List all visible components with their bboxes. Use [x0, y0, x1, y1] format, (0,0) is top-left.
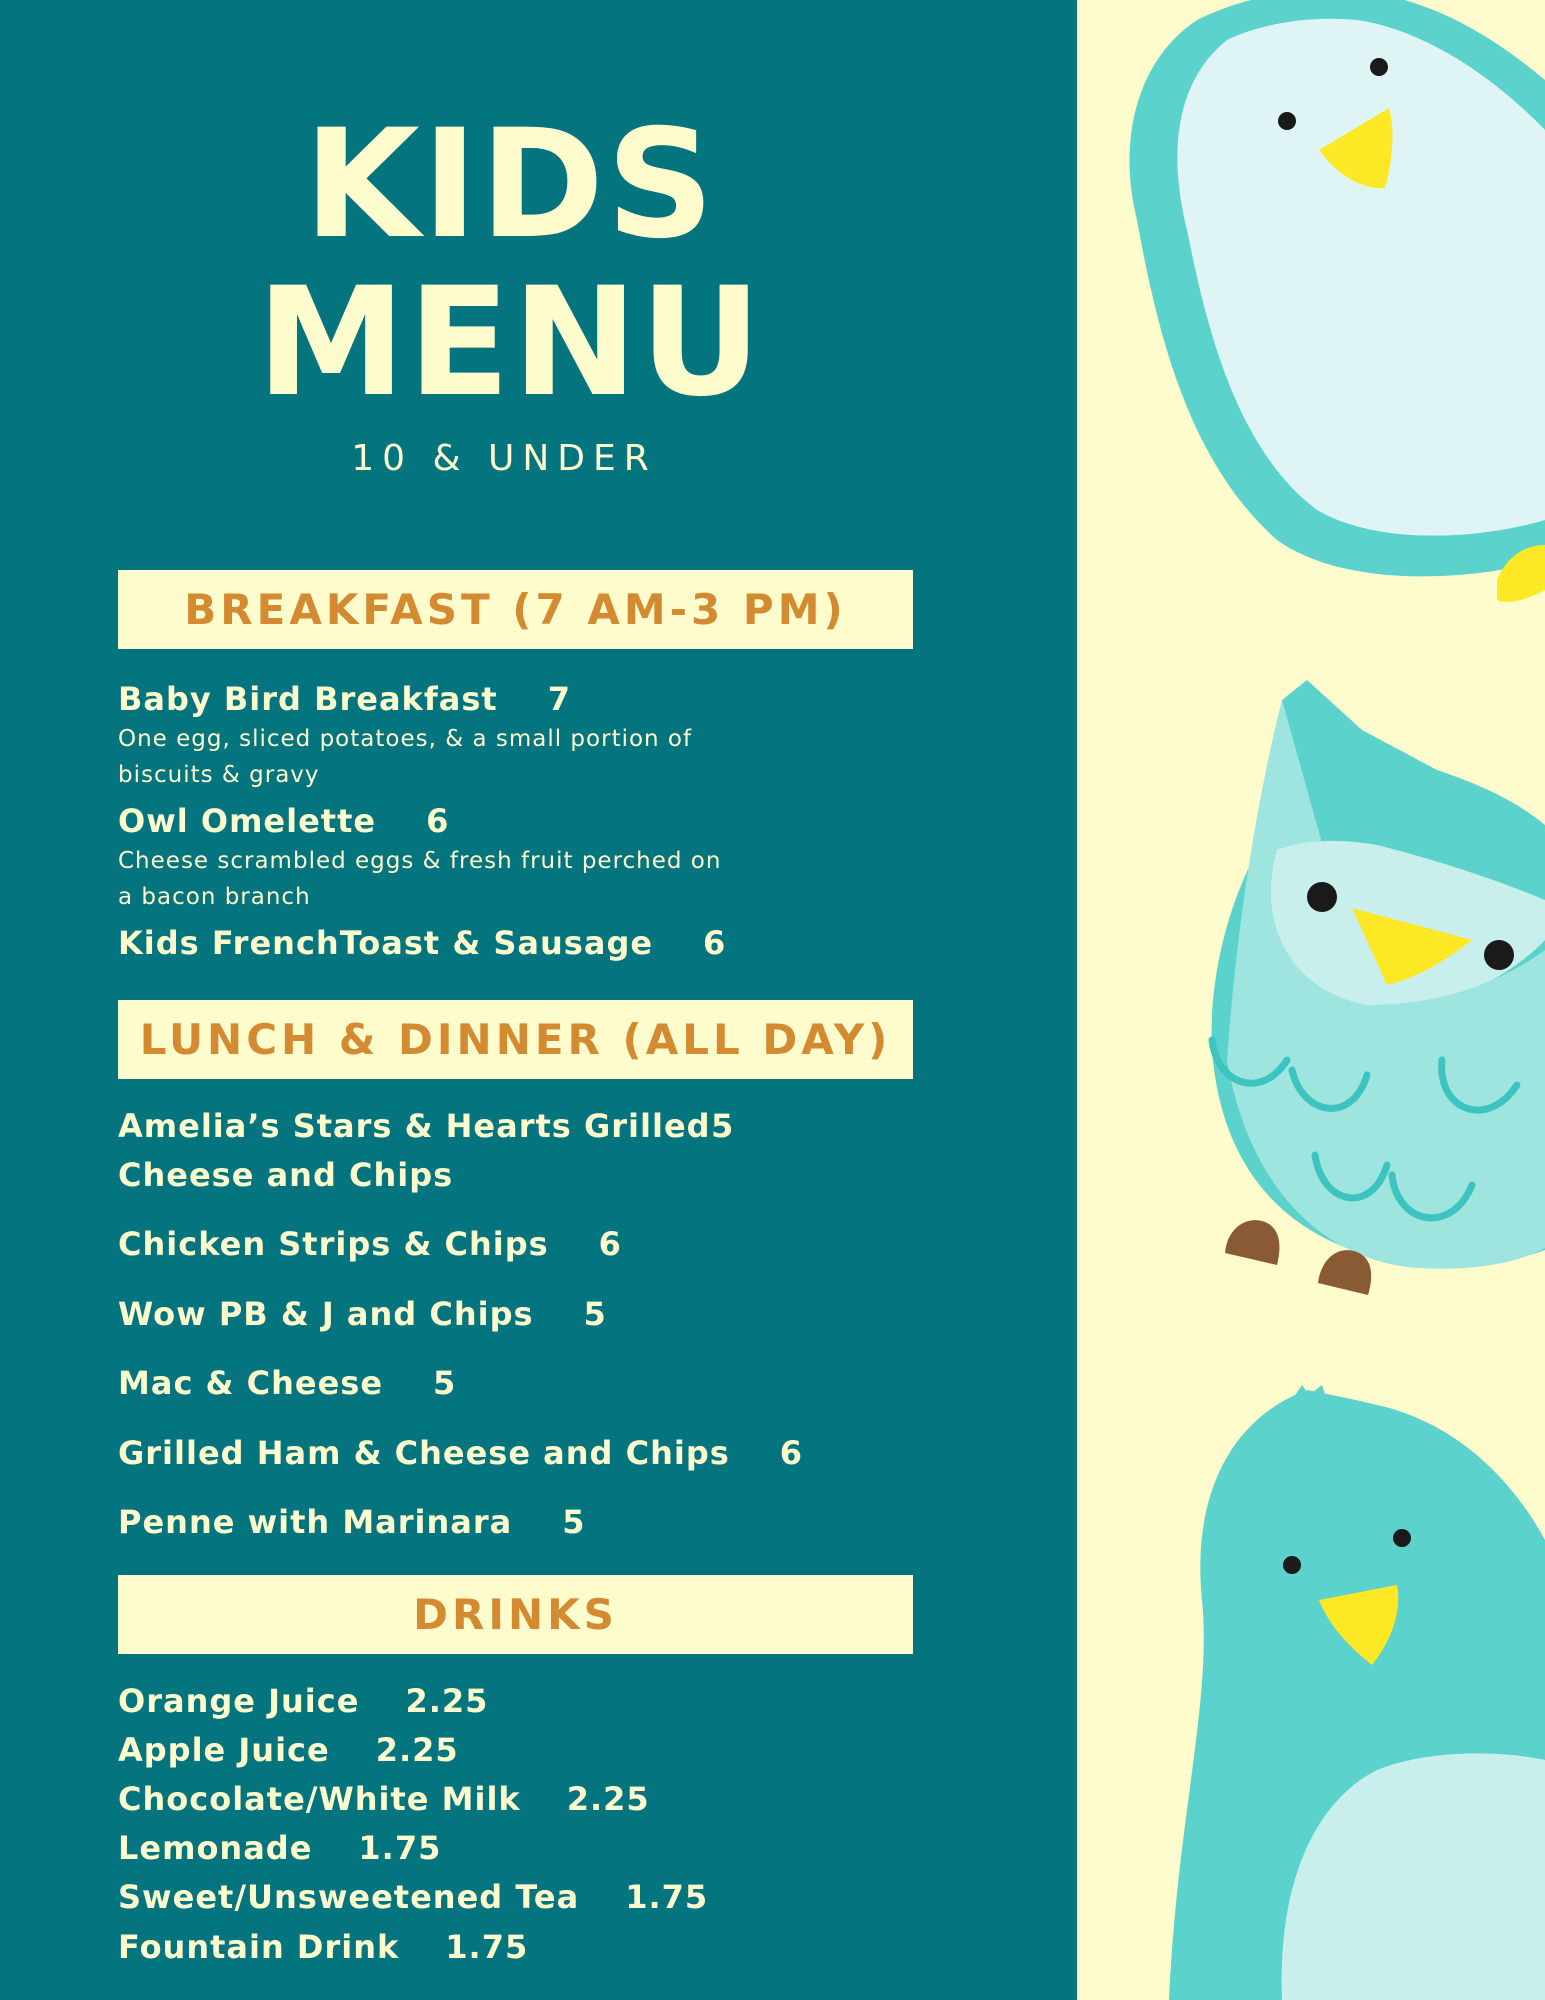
drink-price: 2.25	[566, 1780, 650, 1818]
menu-item-name: Grilled Ham & Cheese and Chips	[118, 1434, 730, 1472]
bottom-bird-illustration	[1169, 1385, 1545, 2000]
drink-item	[118, 1928, 528, 1966]
drink-price: 2.25	[375, 1731, 459, 1769]
lunch-dinner-heading: LUNCH & DINNER (ALL DAY)	[139, 1015, 892, 1064]
menu-item-name: Mac & Cheese	[118, 1364, 384, 1402]
illustration-panel	[1077, 0, 1545, 2000]
owl-illustration	[1212, 680, 1545, 1295]
menu-item-price: 5	[562, 1503, 586, 1541]
drink-price: 2.25	[405, 1682, 489, 1720]
menu-item-name: Wow PB & J and Chips	[118, 1295, 534, 1333]
menu-item	[118, 1295, 607, 1333]
menu-item	[118, 680, 571, 718]
menu-item-name: Owl Omelette	[118, 802, 377, 840]
menu-item-price: 5	[711, 1107, 735, 1145]
breakfast-heading: BREAKFAST (7 AM-3 PM)	[184, 585, 847, 634]
menu-item-price: 5	[433, 1364, 457, 1402]
menu-item-price: 6	[703, 924, 727, 962]
drink-item	[118, 1682, 488, 1720]
birds-illustration	[1077, 0, 1545, 2000]
drink-name: Lemonade	[118, 1829, 313, 1867]
menu-item-price: 6	[598, 1225, 622, 1263]
top-bird-illustration	[1130, 0, 1545, 602]
menu-item-price: 6	[779, 1434, 804, 1472]
menu-item-description: One egg, sliced potatoes, & a small portion of biscuits & gravy	[118, 726, 693, 788]
menu-item-price: 7	[547, 680, 571, 718]
menu-item	[118, 802, 449, 840]
drink-name: Fountain Drink	[118, 1928, 400, 1966]
drink-price: 1.75	[625, 1878, 709, 1916]
menu-item	[118, 1364, 456, 1402]
menu-item	[118, 1225, 622, 1263]
title-kids: KIDS	[303, 98, 717, 272]
menu-item	[118, 1503, 586, 1541]
menu-item-description: Cheese scrambled eggs & fresh fruit perched on a bacon branch	[118, 848, 722, 910]
drink-price: 1.75	[445, 1928, 529, 1966]
drinks-heading-bar	[118, 1575, 913, 1654]
drinks-heading: DRINKS	[413, 1590, 618, 1639]
drink-name: Sweet/Unsweetened Tea	[118, 1878, 580, 1916]
menu-item-name: Chicken Strips & Chips	[118, 1225, 549, 1263]
lunch-dinner-heading-bar	[118, 1000, 913, 1079]
menu-item-name: Kids FrenchToast & Sausage	[118, 924, 654, 962]
drink-item	[118, 1780, 650, 1818]
drink-name: Orange Juice	[118, 1682, 360, 1720]
drink-name: Chocolate/White Milk	[118, 1780, 521, 1818]
menu-item-name: Amelia’s Stars & Hearts Grilled Cheese and Chips	[118, 1107, 711, 1194]
title-menu: MENU	[256, 256, 764, 430]
age-subtitle: 10 & UNDER	[351, 438, 657, 479]
menu-item	[118, 1434, 803, 1472]
menu-item-price: 5	[583, 1295, 607, 1333]
drink-item	[118, 1829, 441, 1867]
menu-item-price: 6	[426, 802, 450, 840]
menu-item-name: Baby Bird Breakfast	[118, 680, 498, 718]
drink-item	[118, 1878, 708, 1916]
drink-price: 1.75	[358, 1829, 442, 1867]
drink-item	[118, 1731, 459, 1769]
menu-item	[118, 924, 726, 962]
breakfast-heading-bar	[118, 570, 913, 649]
drink-name: Apple Juice	[118, 1731, 330, 1769]
menu-item-name: Penne with Marinara	[118, 1503, 513, 1541]
menu-item	[118, 1102, 758, 1200]
